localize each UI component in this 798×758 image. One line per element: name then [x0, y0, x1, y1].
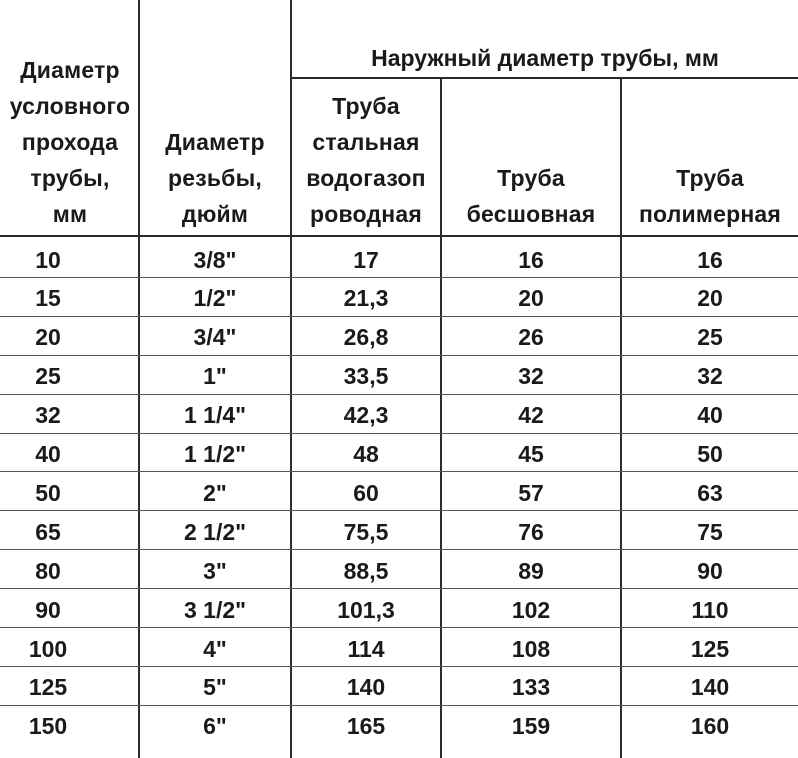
table-cell: 3/8" [193, 246, 237, 273]
table-cell: 88,5 [343, 557, 389, 584]
table-cell: 1 1/2" [183, 441, 247, 467]
header-thread-diameter: Диаметр резьбы, дюйм [165, 129, 265, 227]
table-cell: 20 [35, 324, 61, 351]
table-cell: 101,3 [337, 596, 395, 623]
table-cell: 102 [511, 596, 551, 623]
group-header: Наружный диаметр трубы, мм [371, 44, 719, 71]
table-cell: 150 [28, 713, 68, 740]
table-cell: 33,5 [343, 363, 389, 390]
table-cell: 80 [35, 557, 61, 584]
table-cell: 50 [697, 441, 723, 467]
table-cell: 140 [346, 674, 386, 701]
table-cell: 2 1/2" [183, 518, 247, 545]
table-cell: 16 [697, 246, 723, 273]
table-cell: 6" [203, 713, 227, 740]
table-cell: 114 [347, 635, 385, 662]
table-cell: 25 [35, 363, 61, 390]
table-cell: 140 [690, 674, 730, 701]
table-cell: 90 [35, 596, 61, 623]
table-cell: 25 [697, 324, 723, 351]
table-cell: 10 [35, 246, 61, 273]
table-cell: 40 [35, 441, 61, 467]
table-cell: 75 [697, 518, 723, 545]
table-cell: 50 [35, 479, 61, 506]
table-cell: 89 [518, 557, 544, 584]
table-cell: 100 [28, 635, 68, 662]
table-cell: 125 [690, 635, 730, 662]
table-cell: 90 [697, 557, 723, 584]
table-cell: 125 [28, 674, 68, 701]
table-cell: 110 [691, 596, 729, 623]
table-cell: 1 1/4" [183, 402, 247, 429]
table-cell: 165 [346, 713, 386, 740]
table-cell: 4" [203, 635, 227, 662]
table-cell: 65 [35, 518, 61, 545]
table-cell: 3" [203, 557, 227, 584]
table-cell: 159 [511, 713, 551, 740]
table-cell: 5" [203, 674, 227, 701]
table-cell: 3/4" [193, 324, 237, 351]
header-divider [0, 235, 798, 237]
table-cell: 40 [697, 402, 723, 429]
table-cell: 26 [518, 324, 544, 351]
table-cell: 26,8 [343, 324, 389, 351]
table-cell: 3 1/2" [183, 596, 247, 623]
table-cell: 42 [518, 402, 544, 429]
table-cell: 1" [203, 363, 227, 390]
table-cell: 63 [697, 479, 723, 506]
table-cell: 32 [35, 402, 61, 429]
table-cell: 160 [690, 713, 730, 740]
table-cell: 60 [353, 479, 379, 506]
header-nominal-diameter: Диаметр условного прохода трубы, мм [9, 57, 131, 227]
header-steel-pipe: Труба стальная водогазоп роводная [306, 93, 426, 227]
table-cell: 20 [518, 285, 544, 312]
table-cell: 1/2" [193, 285, 237, 312]
table-cell: 32 [697, 363, 723, 390]
table-cell: 48 [353, 441, 379, 467]
table-cell: 32 [518, 363, 544, 390]
table-cell: 20 [697, 285, 723, 312]
table-cell: 108 [511, 635, 551, 662]
table-cell: 21,3 [343, 285, 389, 312]
table-cell: 16 [518, 246, 544, 273]
table-cell: 57 [518, 479, 544, 506]
table-cell: 133 [511, 674, 551, 701]
header-polymer-pipe: Труба полимерная [638, 165, 782, 227]
table-cell: 17 [353, 246, 379, 273]
table-cell: 76 [518, 518, 544, 545]
table-cell: 42,3 [343, 402, 389, 429]
header-seamless-pipe: Труба бесшовная [466, 165, 596, 227]
table-cell: 75,5 [343, 518, 389, 545]
table-cell: 15 [35, 285, 61, 312]
table-cell: 45 [518, 441, 544, 467]
table-cell: 2" [203, 479, 227, 506]
